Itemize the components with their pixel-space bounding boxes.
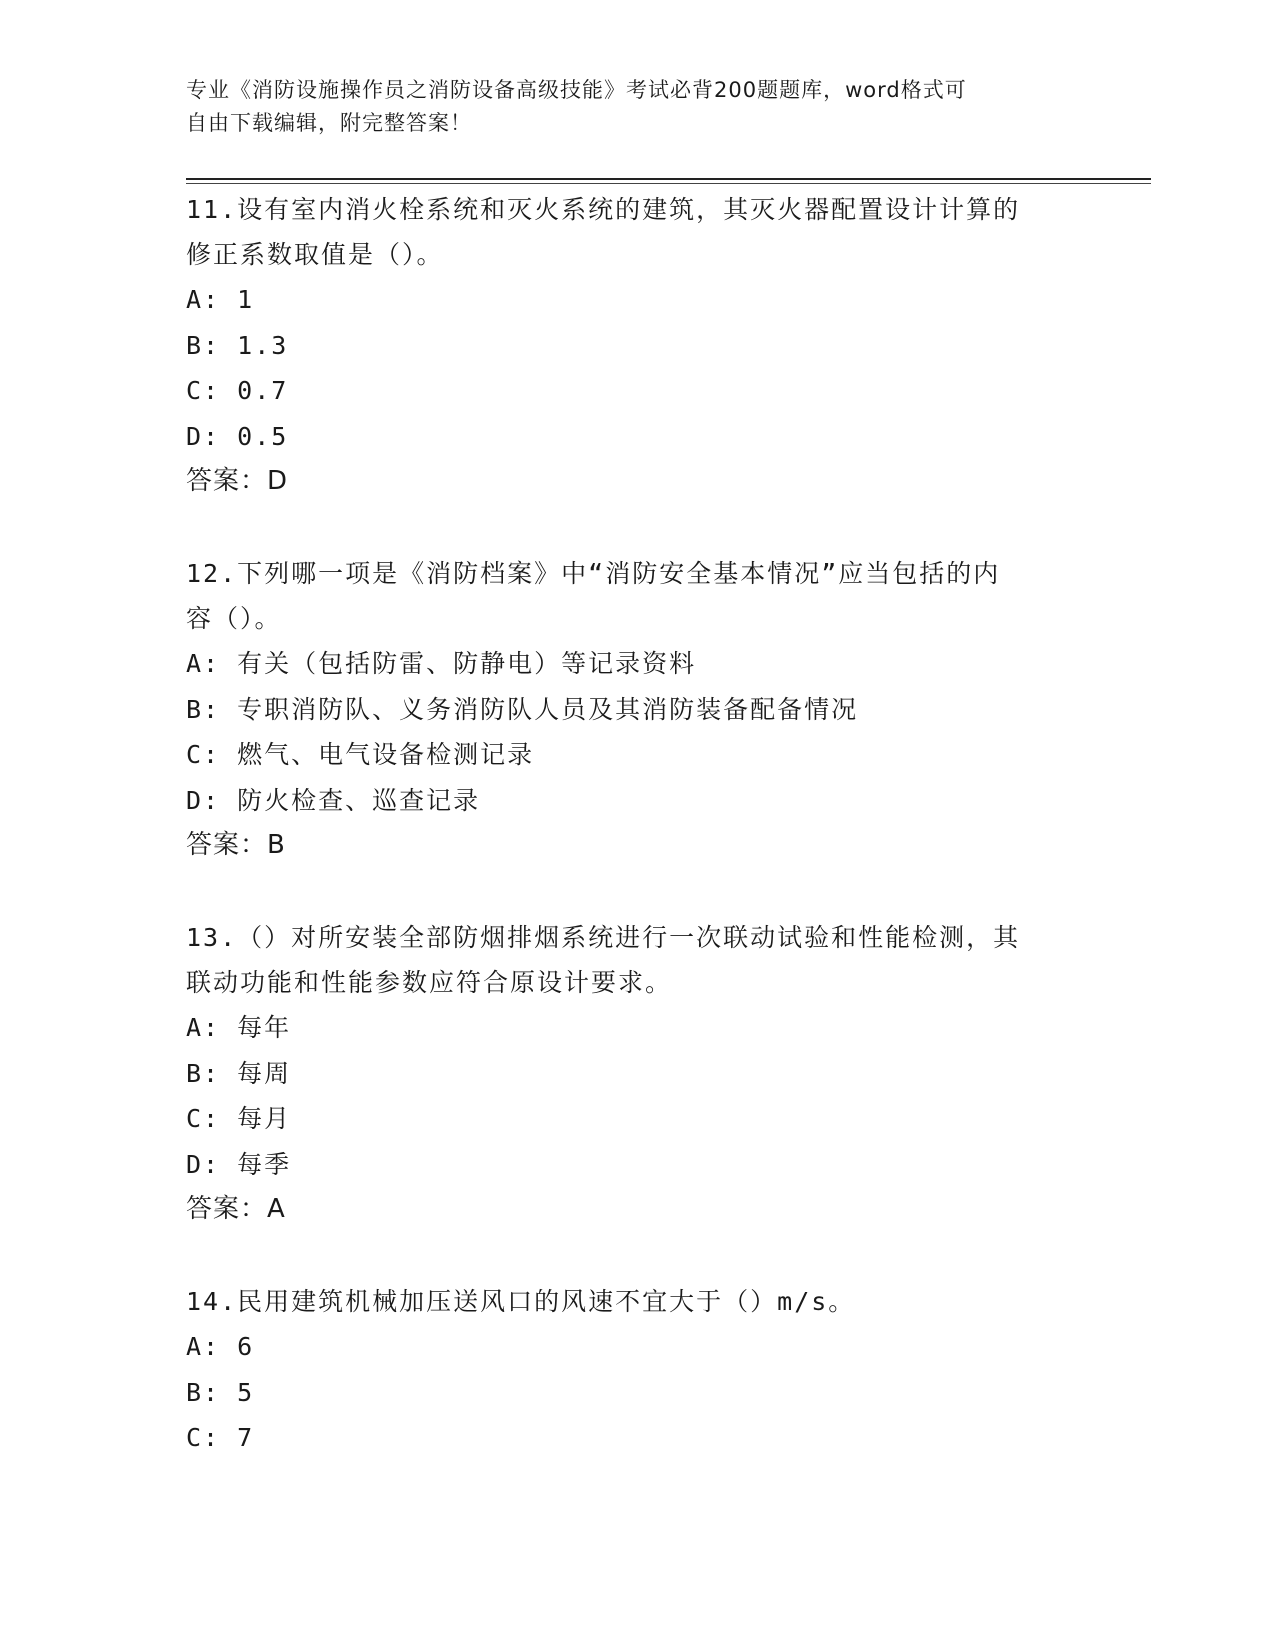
- option-b: B: 专职消防队、义务消防队人员及其消防装备配备情况: [186, 694, 859, 724]
- option-a: A: 有关（包括防雷、防静电）等记录资料: [186, 649, 697, 678]
- question-stem-line-2: 修正系数取值是（）。: [186, 240, 444, 269]
- question-stem: [186, 915, 1086, 1005]
- question-stem-line-2: 联动功能和性能参数应符合原设计要求。: [186, 968, 673, 997]
- option-b: B: 5: [186, 1377, 255, 1407]
- option-b: B: 1.3: [186, 330, 289, 360]
- question-14: [186, 1279, 1086, 1461]
- option-a: A: 每年: [186, 1013, 292, 1042]
- answer-line: 答案：B: [186, 830, 286, 860]
- header-line-2: 自由下载编辑，附完整答案！: [186, 111, 472, 135]
- option-d: D: 每季: [186, 1149, 292, 1179]
- question-stem: [186, 1279, 1086, 1324]
- header-divider-thin: [186, 183, 1151, 184]
- option-a: A: 6: [186, 1332, 255, 1361]
- document-header: [186, 74, 1066, 140]
- header-line-1: 专业《消防设施操作员之消防设备高级技能》考试必背200题题库，word格式可: [186, 78, 967, 102]
- question-stem-line-1: 12.下列哪一项是《消防档案》中“消防安全基本情况”应当包括的内: [186, 559, 1001, 588]
- question-stem: [186, 551, 1086, 641]
- header-divider-thick: [186, 178, 1151, 180]
- question-stem-line-1: 11.设有室内消火栓系统和灭火系统的建筑，其灭火器配置设计计算的: [186, 195, 1021, 224]
- option-c: C: 每月: [186, 1104, 292, 1133]
- answer-line: 答案：D: [186, 466, 289, 496]
- question-stem-line-1: 14.民用建筑机械加压送风口的风速不宜大于（）m/s。: [186, 1287, 856, 1316]
- option-d: D: 防火检查、巡查记录: [186, 785, 481, 815]
- question-13: [186, 915, 1086, 1231]
- option-c: C: 7: [186, 1423, 255, 1452]
- option-a: A: 1: [186, 285, 255, 314]
- question-stem: [186, 187, 1086, 277]
- option-d: D: 0.5: [186, 421, 289, 451]
- question-11: [186, 187, 1086, 503]
- option-c: C: 0.7: [186, 376, 289, 405]
- option-b: B: 每周: [186, 1058, 292, 1088]
- question-12: [186, 551, 1086, 867]
- question-stem-line-1: 13.（）对所安装全部防烟排烟系统进行一次联动试验和性能检测，其: [186, 923, 1021, 952]
- question-stem-line-2: 容（）。: [186, 604, 282, 633]
- option-c: C: 燃气、电气设备检测记录: [186, 740, 535, 769]
- answer-line: 答案：A: [186, 1194, 286, 1224]
